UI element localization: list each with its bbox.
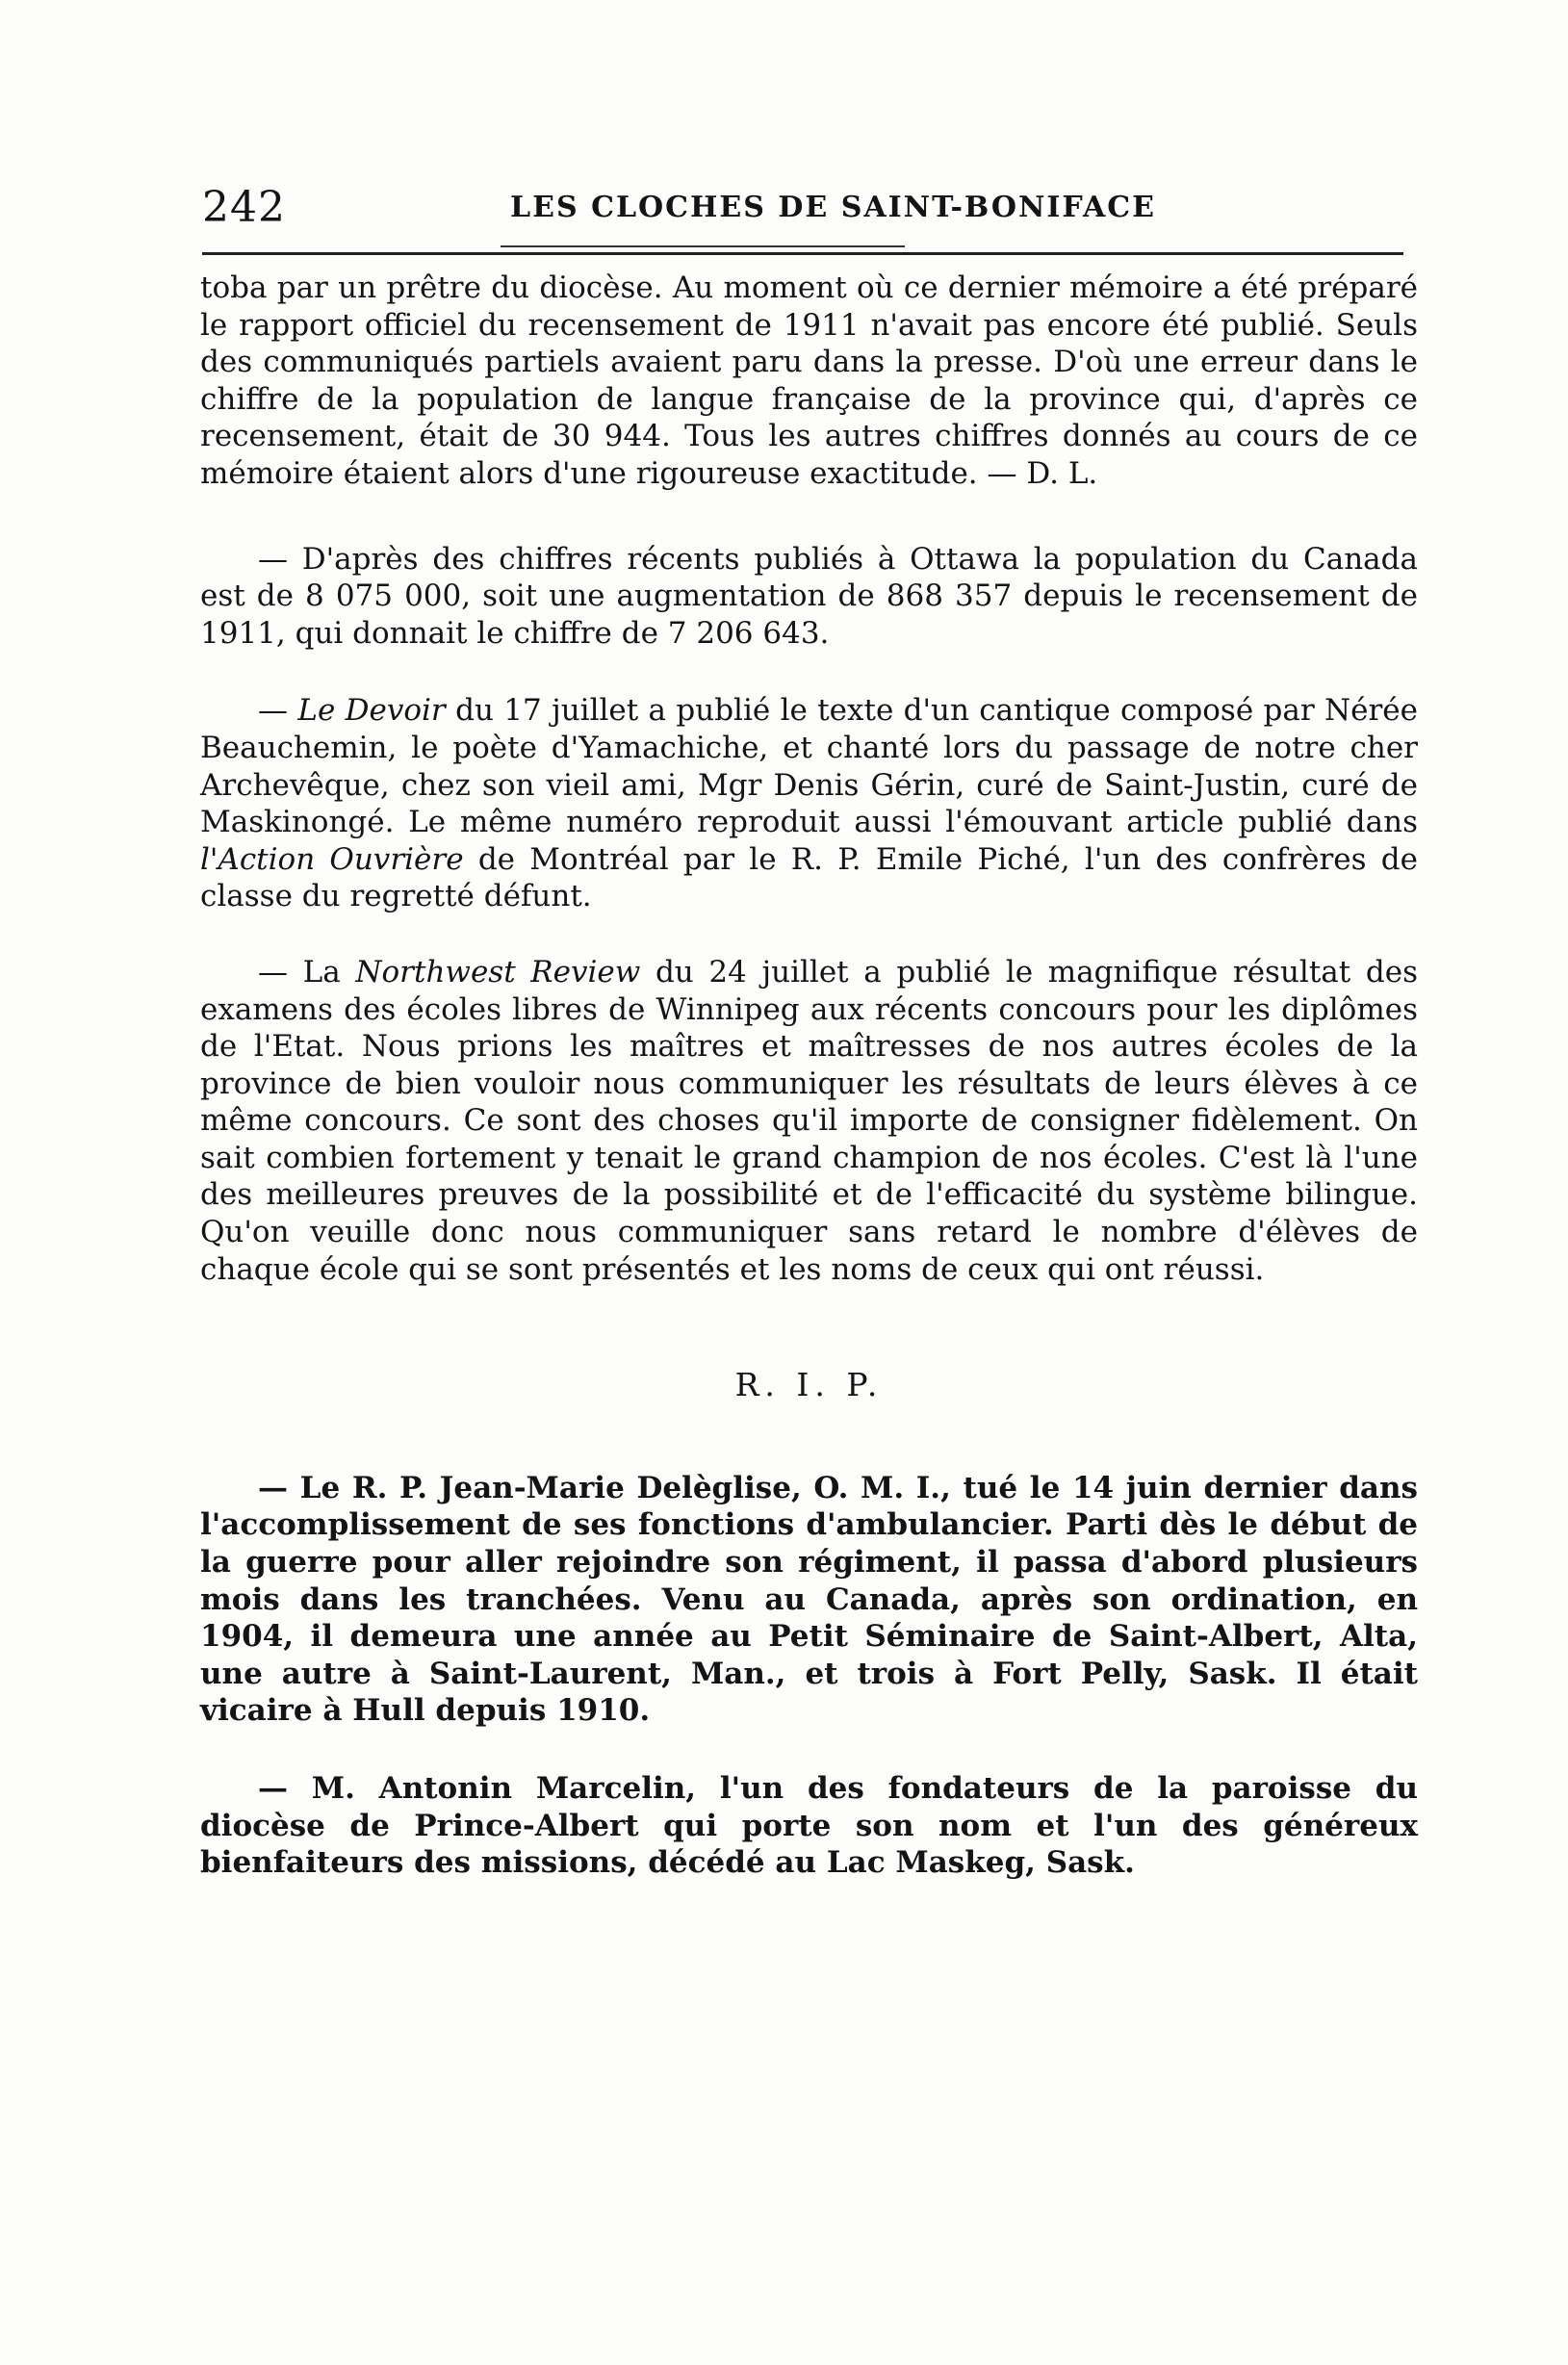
page-body: [200, 270, 1418, 1882]
rip-section-body: [200, 1470, 1418, 1882]
paragraph-deleglise: — Le R. P. Jean-Marie Delèglise, O. M. I., tué le 14 juin dernier dans l'accomplissement de ses fonctions d'ambulancier. Parti dès le début de la guerre pour aller rejoindre son régiment, il passa d'abord plusieurs mois dans les tranchées. Venu au Canada, après son ordination, en 1904, il demeura une année au Petit Séminaire de Saint-Albert, Alta, une autre à Saint-Laurent, Man., et trois à Fort Pelly, Sask. Il était vicaire à Hull depuis 1910.: [200, 1470, 1418, 1729]
p3-mid: du 17 juillet a publié le texte d'un cantique composé par Nérée Beauchemin, le poète d'Yamachiche, et chanté lors du passage de notre cher Archevêque, chez son vieil ami, Mgr Denis Gérin, curé de Saint-Justin, curé de Maskinongé. Le même numéro reproduit aussi l'émouvant article publié dans: [200, 693, 1418, 840]
header-rule: [202, 252, 1403, 255]
page-header: [202, 183, 1405, 241]
paragraph-ottawa-population: — D'après des chiffres récents publiés à Ottawa la population du Canada est de 8 075 000, soit une augmentation de 868 357 depuis le recensement de 1911, qui donnait le chiffre de 7 206 643.: [200, 541, 1418, 651]
publication-title-le-devoir: Le Devoir: [297, 693, 446, 729]
page-number: 242: [202, 183, 286, 232]
section-title-rip: R. I. P.: [734, 1366, 884, 1404]
paragraph-marcelin: — M. Antonin Marcelin, l'un des fondateurs de la paroisse du diocèse de Prince-Albert qui porte son nom et l'un des généreux bienfaiteurs des missions, décédé au Lac Maskeg, Sask.: [200, 1771, 1418, 1881]
publication-title-northwest-review: Northwest Review: [355, 954, 641, 990]
p4-lead: — La: [258, 954, 356, 990]
publication-title-action-ouvriere: l'Action Ouvrière: [200, 841, 464, 877]
p3-lead: —: [258, 693, 298, 729]
paragraph-northwest-review: [200, 954, 1418, 1288]
header-rule-short: [501, 245, 905, 247]
running-title: LES CLOCHES DE SAINT-BONIFACE: [510, 191, 1156, 224]
paragraph-le-devoir: [200, 692, 1418, 915]
paragraph-continued: toba par un prêtre du diocèse. Au moment où ce dernier mémoire a été préparé le rapport officiel du recensement de 1911 n'avait pas encore été publié. Seuls des communiqués partiels avaient paru dans la presse. D'où une erreur dans le chiffre de la population de langue française de la province qui, d'après ce recensement, était de 30 944. Tous les autres chiffres donnés au cours de ce mémoire étaient alors d'une rigoureuse exactitude. — D. L.: [200, 270, 1418, 491]
p3-end: de Montréal par le R. P. Emile Piché, l'un des confrères de classe du regretté défunt.: [200, 841, 1418, 914]
p4-end: du 24 juillet a publié le magnifique résultat des examens des écoles libres de Winnipeg aux récents concours pour les diplômes de l'Etat. Nous prions les maîtres et maîtresses de nos autres écoles de la province de bien vouloir nous communiquer les résultats de leurs élèves à ce même concours. Ce sont des choses qu'il importe de consigner fidèlement. On sait combien fortement y tenait le grand champion de nos écoles. C'est là l'une des meilleures preuves de la possibilité et de l'efficacité du système bilingue. Qu'on veuille donc nous communiquer sans retard le nombre d'élèves de chaque école qui se sont présentés et les noms de ceux qui ont réussi.: [200, 954, 1418, 1287]
